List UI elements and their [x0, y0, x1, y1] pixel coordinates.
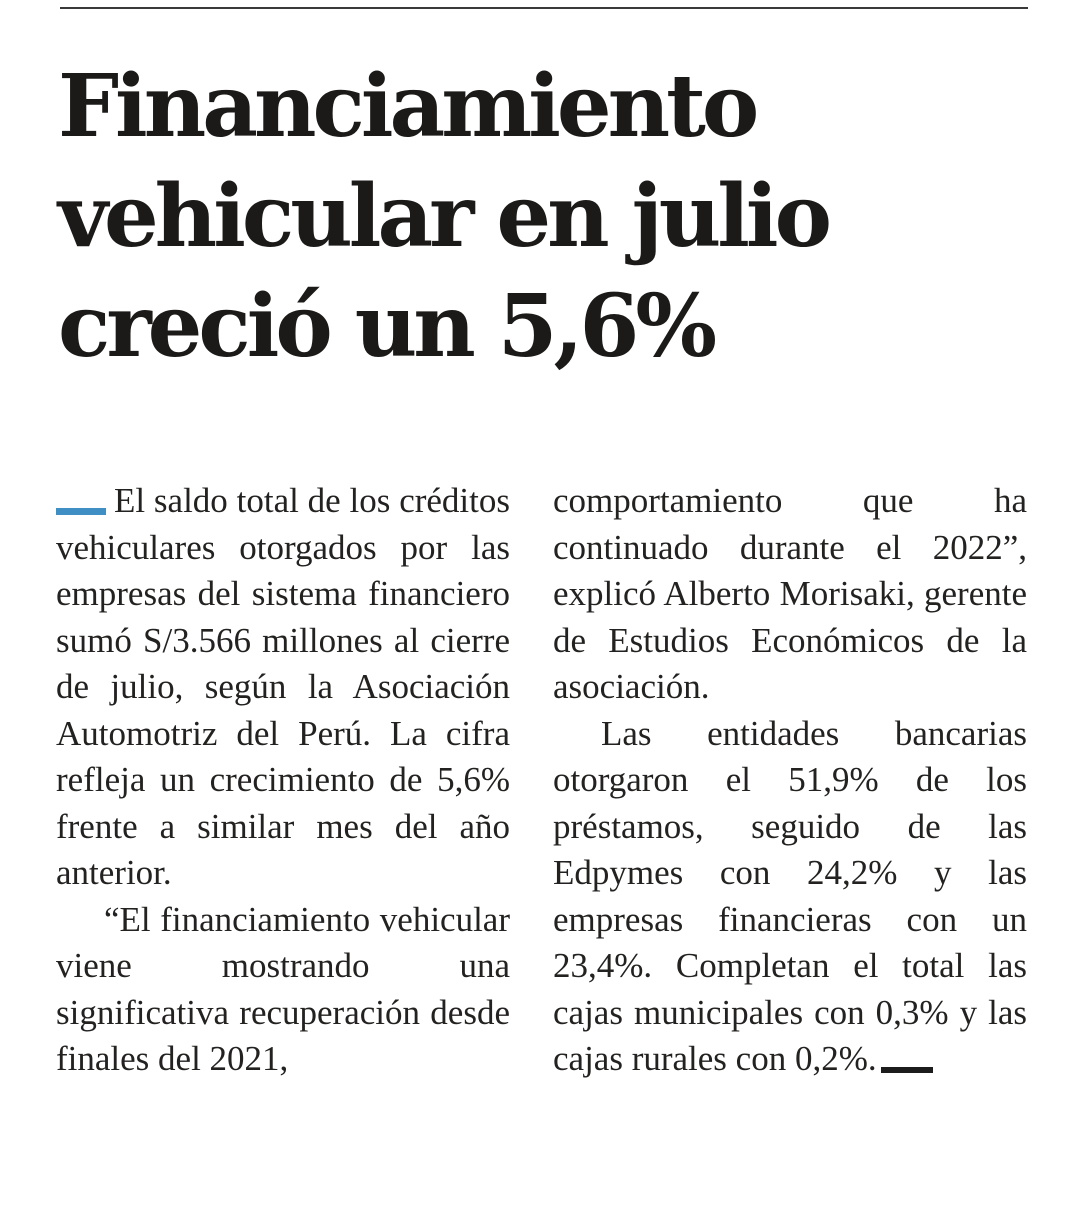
headline-line-2: vehicular en julio — [58, 166, 828, 267]
paragraph-text: Las entidades bancarias otorgaron el 51,9% de los préstamos, seguido de las Edpymes con 24,2% y las empresas financieras con un 23,4%. Completan el total las cajas municipales con 0,3% y las cajas rurales con 0,2%. — [553, 713, 1027, 1078]
article-column-right — [553, 478, 1027, 1083]
paragraph — [56, 478, 510, 897]
headline-line-3: creció un 5,6% — [58, 276, 714, 377]
paragraph — [553, 711, 1027, 1083]
article-column-left — [56, 478, 510, 1083]
headline — [58, 52, 1018, 382]
article-end-marker — [881, 1067, 933, 1073]
paragraph — [553, 478, 1027, 711]
paragraph-text: “El financiamiento vehicular viene mostrando una significativa recuperación desde finales del 2021, — [56, 899, 510, 1078]
paragraph-text: El saldo total de los créditos vehiculares otorgados por las empresas del sistema financiero sumó S/3.566 millones al cierre de julio, según la Asociación Automotriz del Perú. La cifra refleja un crecimiento de 5,6% frente a similar mes del año anterior. — [56, 481, 510, 892]
article-start-marker — [56, 508, 106, 515]
paragraph — [56, 897, 510, 1083]
paragraph-text: comportamiento que ha continuado durante el 2022”, explicó Alberto Morisaki, gerente de Estudios Económicos de la asociación. — [553, 481, 1027, 706]
top-rule — [60, 7, 1028, 9]
headline-line-1: Financiamiento — [58, 56, 756, 157]
